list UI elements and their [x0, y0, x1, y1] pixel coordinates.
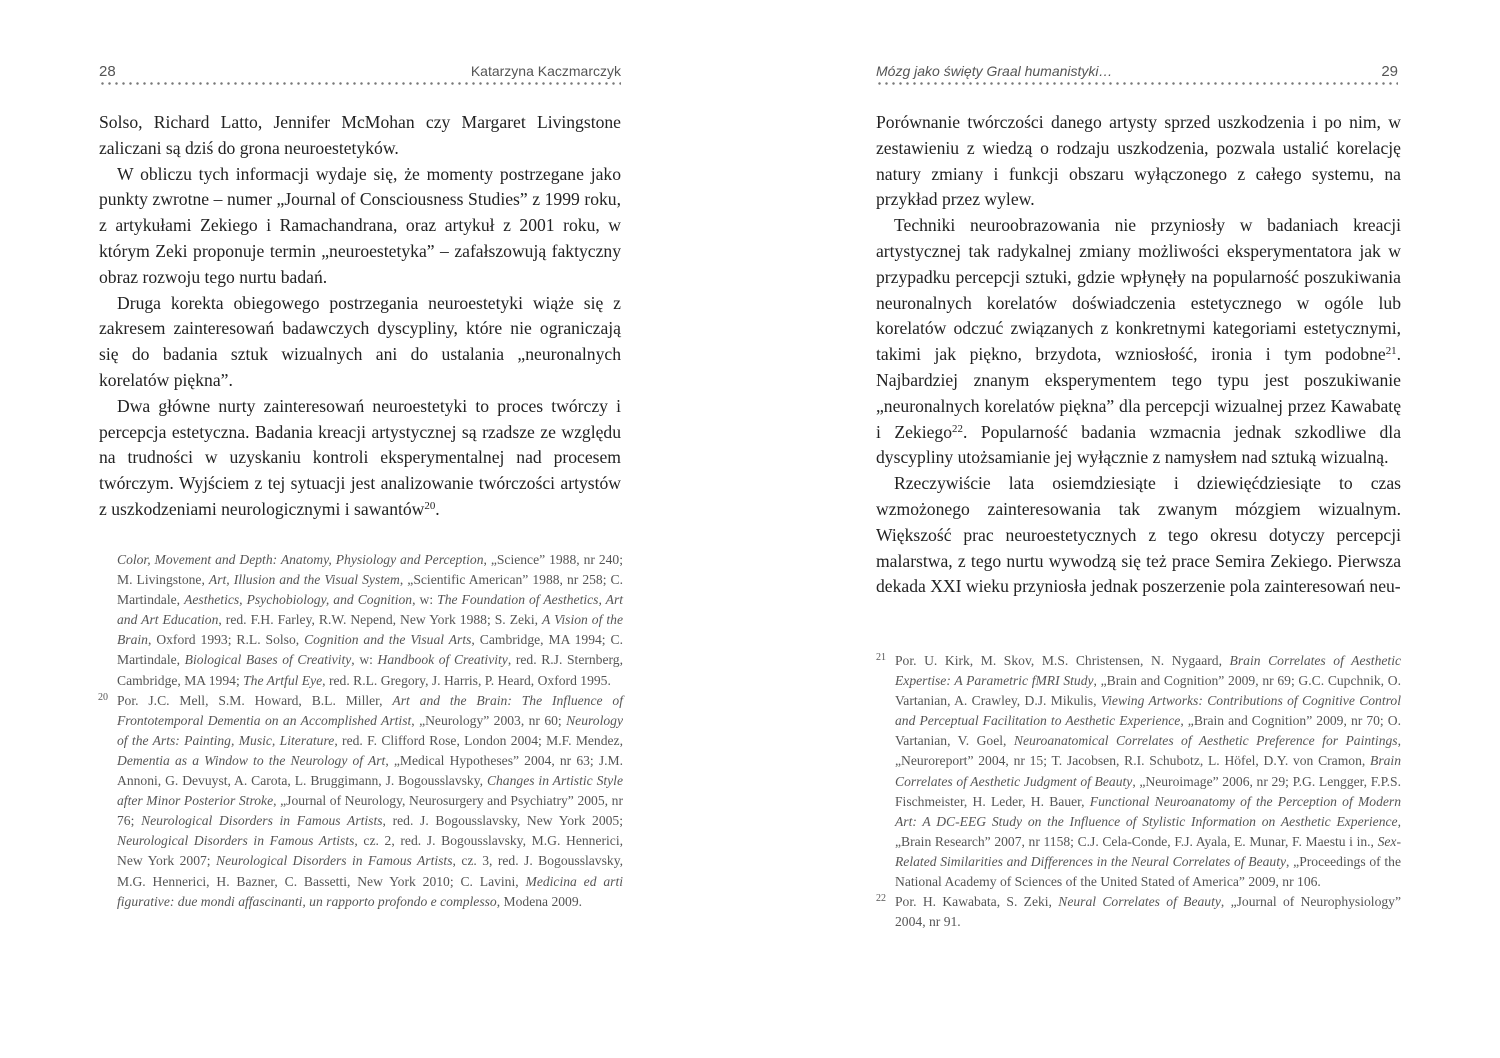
citation-text: , „Journal of Neurophysiology” 2004, nr 91.: [895, 894, 1401, 930]
citation-title: Neurological Disorders in Famous Artists: [141, 813, 383, 829]
citation-title: Brain Correlates of Aesthetic Judgment of Beauty: [895, 753, 1401, 789]
citation-text: , „Brain and Cognition” 2009, nr 69; G.C. Cupchnik, O. Vartanian, A. Crawley, D.J. Mikulis,: [895, 673, 1401, 709]
citation-title: Medicina ed arti figurative: due mondi affascinanti, un rapporto profondo e complesso: [117, 873, 623, 909]
citation-title: Neurological Disorders in Famous Artists: [216, 853, 453, 869]
citation-text: Por. J.C. Mell, S.M. Howard, B.L. Miller,: [117, 692, 393, 708]
dotted-rule: [99, 82, 621, 85]
footnote-ref: 22: [952, 422, 963, 435]
footnotes: [98, 550, 624, 912]
footnote-20: [98, 691, 624, 912]
footnote-ref: 21: [1385, 345, 1397, 358]
paragraph: Porównanie twórczości danego artysty sprzed uszkodzenia i po nim, w zestawieniu z wiedzą o rodzaju uszkodzenia, pozwala ustalić korelację natury zmiany i funkcji obszaru wyłączonego z całego systemu, na przykład przez wylew.: [876, 112, 1401, 210]
citation-text: , „Journal of Neurology, Neurosurgery and Psychiatry” 2005, nr 76;: [117, 793, 623, 829]
dotted-rule: [876, 82, 1398, 85]
paragraph: Rzeczywiście lata osiemdziesiąte i dziewięćdziesiąte to czas wzmożonego zainteresowania tak zwanym mózgiem wizualnym. Większość prac neuroestetycznych z tego okresu dotyczy percepcji malarstwa, z tego nurtu wywodzą się też prace Semira Zekiego. Pierwsza dekada XXI wieku przyniosła jednak poszerzenie pola zainteresowań neu-: [876, 473, 1401, 597]
citation-title: Biological Bases of Creativity: [184, 652, 352, 668]
running-header: [876, 61, 1398, 83]
citation-title: Dementia as a Window to the Neurology of Art: [117, 752, 386, 768]
citation-text: , „Neurology” 2003, nr 60;: [411, 712, 567, 728]
page-number: 29: [1381, 63, 1398, 80]
citation-title: Art, Illusion and the Visual System: [208, 572, 400, 588]
paragraph-text: . Najbardziej znanym eksperymentem tego typu jest poszukiwanie „neuronalnych korelatów piękna” dla percepcji wizualnej przez Kawabatę i Zekiego: [876, 344, 1401, 442]
citation-text: , „Proceedings of the National Academy of Sciences of the United Stated of America” 2009, nr 106.: [895, 853, 1401, 890]
footnote-text: [895, 894, 1401, 929]
footnote-ref: 20: [424, 499, 436, 512]
footnote-text: [895, 653, 1401, 889]
citation-title: Functional Neuroanatomy of the Perception of Modern Art: A DC-EEG Study on the Influence of Stylistic Information on Aesthetic Experience: [895, 793, 1402, 829]
footnote-22: [876, 892, 1401, 932]
citation-title: Neurology of the Arts: Painting, Music, Literature: [117, 712, 623, 748]
paragraph: [876, 213, 1401, 471]
citation-title: Brain Correlates of Aesthetic Expertise: A Parametric fMRI Study: [895, 653, 1401, 689]
footnotes-right: [876, 651, 1402, 932]
citation-text: , „Brain and Cognition” 2009, nr 70; O. Vartanian, V. Goel,: [895, 713, 1401, 749]
citation-text: , Cambridge, MA 1994; C. Martindale,: [117, 632, 623, 668]
citation-title: Neurological Disorders in Famous Artists: [117, 833, 355, 849]
citation-text: , red. J. Bogousslavsky, New York 2005;: [382, 813, 623, 829]
body-text: [99, 110, 621, 523]
citation-title: Changes in Artistic Style after Minor Posterior Stroke: [117, 773, 623, 809]
citation-text: , w:: [351, 652, 378, 668]
body-text: [876, 110, 1401, 600]
running-head-author: Katarzyna Kaczmarczyk: [470, 63, 621, 79]
paragraph: Druga korekta obiegowego postrzegania neuroestetyki wiąże się z zakresem zainteresowań badawczych dyscypliny, które nie ograniczają się do badania sztuk wizualnych ani do ustalania „neuronalnych korelatów piękna”.: [99, 292, 621, 390]
paragraph: Dwa główne nurty zainteresowań neuroestetyki to proces twórczy i percepcja estetyczna. Badania kreacji artystycznej są rzadsze ze względu na trudności w uzyskaniu kontroli eksperymentalnej nad procesem twórczym. Wyjściem z tej sytuacji jest analizowanie twórczości artystów z uszkodzeniami neurologicznymi i sawantów$^{20}$.: [99, 395, 621, 519]
citation-title: The Artful Eye: [243, 672, 323, 688]
citation-text: , red. R.J. Sternberg, Cambridge, MA 1994;: [117, 652, 623, 688]
citation-text: , „Science” 1988, nr 240; M. Livingstone,: [117, 552, 624, 588]
footnote-text: [117, 693, 623, 909]
running-header: [99, 61, 621, 83]
citation-text: , Modena 2009.: [496, 893, 583, 909]
paragraph-text: Techniki neuroobrazowania nie przyniosły w badaniach kreacji artystycznej tak radykalnej zmiany możliwości eksperymentatora jak w przypadku percepcji sztuki, gdzie wpłynęły na popularność poszukiwania neuronalnych korelatów doświadczenia estetycznego w ogóle lub korelatów odczuć związanych z konkretnymi kategoriami estetycznymi, takimi jak piękno, brzydota, wzniosłość, ironia i tym podobne: [876, 215, 1401, 365]
footnote-number: 22: [876, 893, 886, 905]
page-number: 28: [99, 63, 116, 80]
citation-title: The Foundation of Aesthetics, Art and Art Education: [117, 592, 624, 628]
citation-title: Art and the Brain: The Influence of Frontotemporal Dementia on an Accomplished Artist: [117, 692, 623, 728]
footnote-21: [876, 651, 1402, 892]
citation-title: Viewing Artworks: Contributions of Cognitive Control and Perceptual Facilitation to Aesthetic Experience: [895, 693, 1401, 729]
citation-text: , Oxford 1993; R.L. Solso,: [147, 632, 305, 648]
footnote-number: 20: [98, 691, 108, 703]
footnote-continued: [117, 550, 623, 691]
paragraph: Solso, Richard Latto, Jennifer McMohan czy Margaret Livingstone zaliczani są dziś do grona neuroestetyków.: [99, 112, 621, 158]
citation-title: Neural Correlates of Beauty: [1058, 894, 1221, 910]
citation-title: Sex-Related Similarities and Differences in the Neural Correlates of Beauty: [895, 833, 1401, 869]
paragraph-text: Dwa główne nurty zainteresowań neuroestetyki to proces twórczy i percepcja estetyczna. Badania kreacji artystycznej są rzadsze ze względu na trudności w uzyskaniu kontroli eksperymentalnej nad procesem twórczym. Wyjściem z tej sytuacji jest analizowanie twórczości artystów z uszkodzeniami neurologicznymi i sawantów: [99, 395, 621, 519]
citation-text: Por. U. Kirk, M. Skov, M.S. Christensen, N. Nygaard,: [895, 653, 1230, 668]
citation-text: , „Medical Hypotheses” 2004, nr 63; J.M. Annoni, G. Devuyst, A. Carota, L. Bruggimann, J. Bogousslavsky,: [117, 752, 624, 789]
citation-text: , cz. 2, red. J. Bogousslavsky, M.G. Hennerici, New York 2007;: [117, 833, 623, 869]
paragraph: W obliczu tych informacji wydaje się, że momenty postrzegane jako punkty zwrotne – numer „Journal of Consciousness Studies” z 1999 roku, z artykułami Zekiego i Ramachandrana, oraz artykuł z 2001 roku, w którym Zeki proponuje termin „neuroestetyka” – zafałszowują faktyczny obraz rozwoju tego nurtu badań.: [99, 163, 621, 287]
citation-title: Color, Movement and Depth: Anatomy, Physiology and Perception: [117, 552, 484, 567]
citation-text: Por. H. Kawabata, S. Zeki,: [895, 894, 1059, 910]
citation-text: , „Neuroreport” 2004, nr 15; T. Jacobsen, R.I. Schubotz, L. Höfel, D.Y. von Cramon,: [895, 733, 1401, 769]
paragraph-text: . Popularność badania wzmacnia jednak szkodliwe dla dyscypliny utożsamianie jej wyłącznie z namysłem nad sztuką wizualną.: [876, 421, 1402, 468]
citation-text: , „Scientific American” 1988, nr 258; C. Martindale,: [117, 572, 623, 608]
citation-title: Cognition and the Visual Arts: [304, 632, 472, 648]
citation-title: Handbook of Creativity: [377, 652, 508, 668]
citation-text: , „Brain Research” 2007, nr 1158; C.J. Cela-Conde, F.J. Ayala, E. Munar, F. Maestu i in.,: [895, 813, 1401, 849]
citation-text: , cz. 3, red. J. Bogousslavsky, M.G. Hennerici, H. Bazner, C. Bassetti, New York 2010; C. Lavini,: [117, 853, 624, 889]
citation-text: , red. F.H. Farley, R.W. Nepend, New York 1988; S. Zeki,: [218, 612, 543, 628]
citation-title: Aesthetics, Psychobiology, and Cognition: [184, 592, 413, 608]
footnote-number: 21: [876, 652, 886, 663]
citation-text: , red. F. Clifford Rose, London 2004; M.F. Mendez,: [334, 732, 623, 748]
citation-text: , w:: [412, 592, 438, 608]
citation-title: A Vision of the Brain: [117, 612, 623, 648]
citation-title: Neuroanatomical Correlates of Aesthetic Preference for Paintings: [1013, 733, 1398, 749]
citation-text: , „Neuroimage” 2006, nr 29; P.G. Lengger, F.P.S. Fischmeister, H. Leder, H. Bauer,: [895, 773, 1402, 809]
running-head-title: Mózg jako święty Graal humanistyki…: [876, 63, 1113, 79]
citation-text: , red. R.L. Gregory, J. Harris, P. Heard, Oxford 1995.: [322, 672, 611, 688]
